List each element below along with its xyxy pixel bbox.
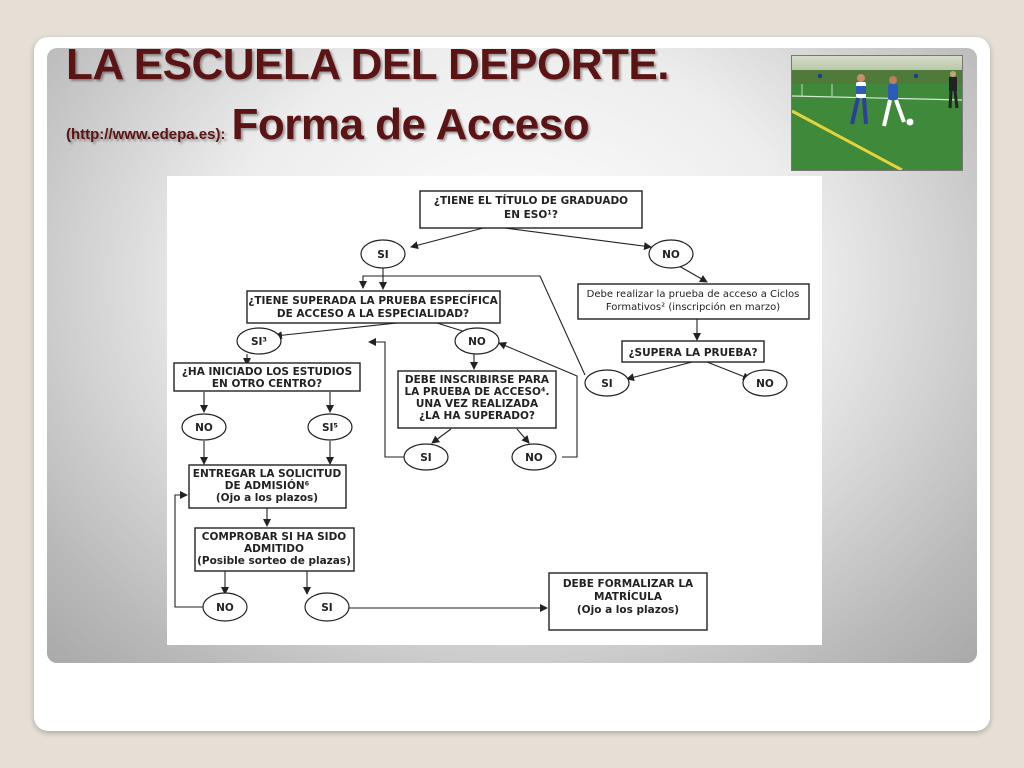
question-otro-centro-line2: EN OTRO CENTRO? — [211, 378, 323, 390]
answer-no-admitido-label: NO — [216, 602, 234, 614]
answer-no-otro-centro-label: NO — [195, 422, 213, 434]
access-flowchart — [167, 176, 822, 645]
answer-no-inscripcion-label: NO — [525, 452, 543, 464]
entregar-line1: ENTREGAR LA SOLICITUD — [192, 468, 342, 480]
inscribirse-line2: LA PRUEBA DE ACCESO⁴. — [404, 386, 550, 398]
inscribirse-line1: DEBE INSCRIBIRSE PARA — [404, 374, 550, 386]
question-supera-prueba-label: ¿SUPERA LA PRUEBA? — [628, 347, 758, 359]
slide-subtitle-line — [66, 100, 589, 150]
slide-url: (http://www.edepa.es): — [66, 126, 226, 143]
answer-si-supera-label: SI — [601, 378, 613, 390]
matricula-line2: MATRÍCULA — [594, 591, 662, 603]
answer-si-admitido-label: SI — [321, 602, 333, 614]
slide-subtitle: Forma de Acceso — [231, 100, 590, 149]
ciclos-formativos-line1: Debe realizar la prueba de acceso a Ciclos — [586, 289, 800, 300]
question-prueba-especifica-line1: ¿TIENE SUPERADA LA PRUEBA ESPECÍFICA — [248, 295, 498, 307]
slide-title: LA ESCUELA DEL DEPORTE. — [66, 40, 669, 89]
answer-si-inscripcion-label: SI — [420, 452, 432, 464]
inscribirse-line4: ¿LA HA SUPERADO? — [418, 410, 536, 422]
matricula-line1: DEBE FORMALIZAR LA — [562, 578, 694, 590]
answer-no-prueba-label: NO — [468, 336, 486, 348]
answer-no-supera-label: NO — [756, 378, 774, 390]
entregar-line3: (Ojo a los plazos) — [215, 492, 319, 504]
question-prueba-especifica-line2: DE ACCESO A LA ESPECIALIDAD? — [276, 308, 470, 320]
inscribirse-line3: UNA VEZ REALIZADA — [415, 398, 539, 410]
answer-no-eso-label: NO — [662, 249, 680, 261]
answer-si3-label: SI³ — [250, 336, 268, 348]
matricula-line3: (Ojo a los plazos) — [576, 604, 680, 616]
soccer-players-photo — [791, 55, 963, 171]
answer-si-eso-label: SI — [377, 249, 389, 261]
question-eso-line2: EN ESO¹? — [504, 209, 558, 221]
question-otro-centro-line1: ¿HA INICIADO LOS ESTUDIOS — [181, 366, 353, 378]
comprobar-line1: COMPROBAR SI HA SIDO — [201, 531, 347, 543]
comprobar-line2: ADMITIDO — [244, 543, 304, 555]
question-eso-line1: ¿TIENE EL TÍTULO DE GRADUADO — [433, 195, 629, 207]
comprobar-line3: (Posible sorteo de plazas) — [197, 555, 351, 567]
ciclos-formativos-line2: Formativos² (inscripción en marzo) — [605, 302, 781, 313]
answer-si5-label: SI⁵ — [321, 422, 339, 434]
entregar-line2: DE ADMISIÓN⁶ — [224, 480, 310, 492]
